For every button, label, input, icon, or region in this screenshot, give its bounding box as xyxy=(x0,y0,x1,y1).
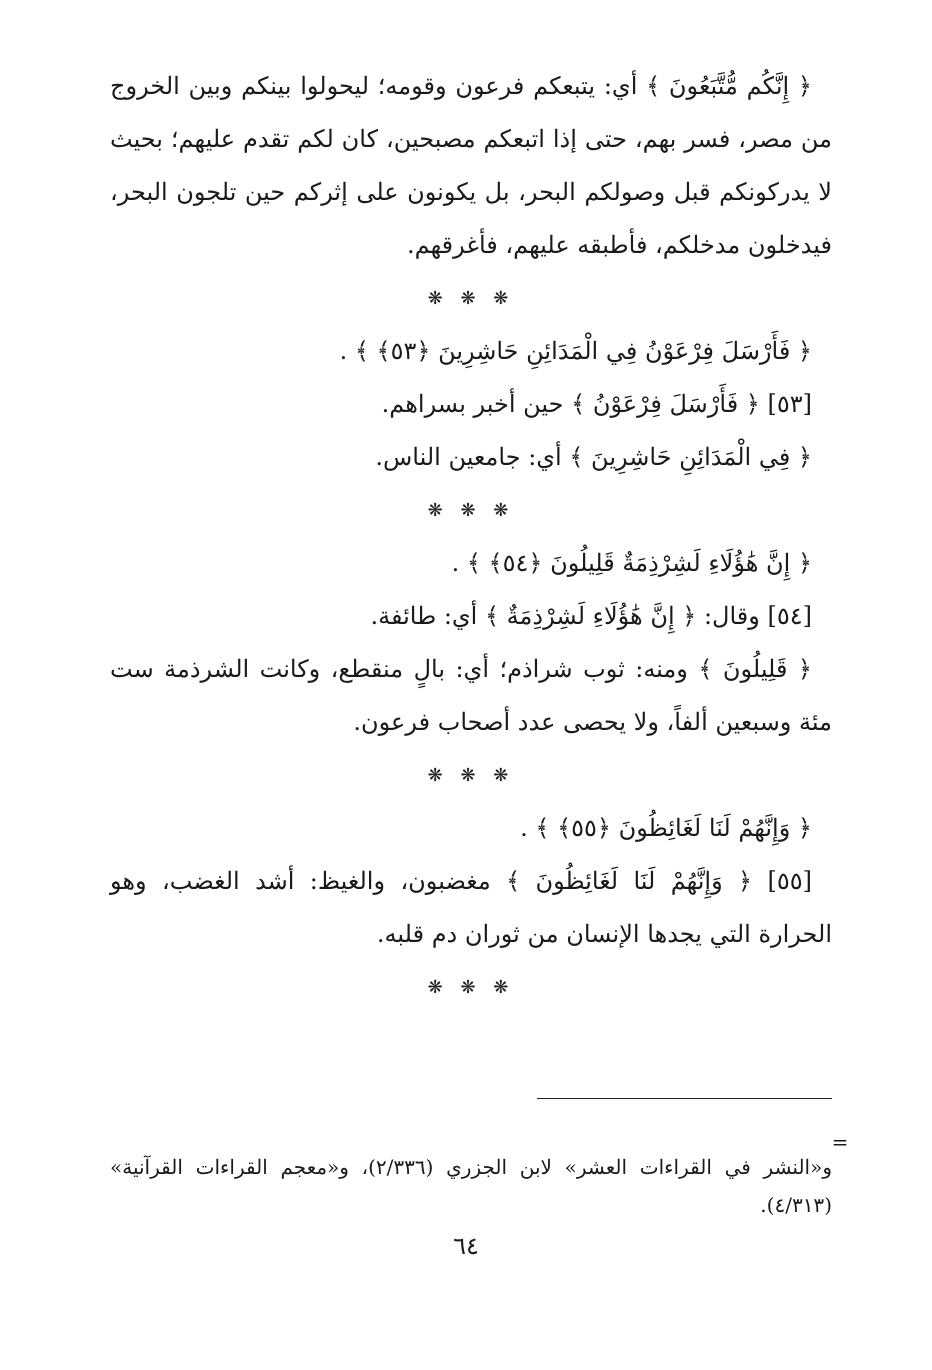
tafsir-53-a: [٥٣] ﴿ فَأَرْسَلَ فِرْعَوْنُ ﴾ حين أخبر بسراهم. xyxy=(381,390,812,418)
paragraph-verse-52-commentary: ﴿ إِنَّكُم مُّتَّبَعُونَ ﴾ أي: يتبعكم فرعون وقومه؛ ليحولوا بينكم وبين الخروج من مصر، فسر بهم، حتى إذا اتبعكم مصبحين، كان لكم تقدم عليهم؛ بحيث لا يدركونكم قبل وصولكم البحر، بل يكونون على إثركم حين تلجون البحر، فيدخلون مدخلكم، فأطبقه عليهم، فأغرقهم. xyxy=(110,72,832,259)
ayah-55: ﴿ وَإِنَّهُمْ لَنَا لَغَائِظُونَ ﴿٥٥﴾ ﴾ . xyxy=(520,814,812,842)
ayah-53: ﴿ فَأَرْسَلَ فِرْعَوْنُ فِي الْمَدَائِنِ حَاشِرِينَ ﴿٥٣﴾ ﴾ . xyxy=(339,337,812,365)
page-number: ٦٤ xyxy=(453,1232,479,1260)
section-separator: ❋ ❋ ❋ xyxy=(427,765,515,786)
ayah-54: ﴿ إِنَّ هَٰؤُلَاءِ لَشِرْذِمَةٌ قَلِيلُونَ ﴿٥٤﴾ ﴾ . xyxy=(451,549,812,577)
footnote-text: و«النشر في القراءات العشر» لابن الجزري (٢/٣٣٦)، و«معجم القراءات القرآنية» (٤/٣١٣). xyxy=(110,1155,832,1217)
tafsir-54-b: ﴿ قَلِيلُونَ ﴾ ومنه: ثوب شراذم؛ أي: بالٍ منقطع، وكانت الشرذمة ست مئة وسبعين ألفاً، ولا يحصى عدد أصحاب فرعون. xyxy=(110,655,832,736)
section-separator: ❋ ❋ ❋ xyxy=(427,977,515,998)
section-separator: ❋ ❋ ❋ xyxy=(427,288,515,309)
section-separator: ❋ ❋ ❋ xyxy=(427,500,515,521)
tafsir-55: [٥٥] ﴿ وَإِنَّهُمْ لَنَا لَغَائِظُونَ ﴾ مغضبون، والغيظ: أشد الغضب، وهو الحرارة التي يجدها الإنسان من ثوران دم قلبه. xyxy=(110,867,832,948)
main-text xyxy=(110,60,832,1014)
tafsir-54-a: [٥٤] وقال: ﴿ إِنَّ هَٰؤُلَاءِ لَشِرْذِمَةٌ ﴾ أي: طائفة. xyxy=(370,602,812,630)
footnote-continuation-marker: = xyxy=(831,1130,849,1154)
footnote-divider xyxy=(537,1098,832,1099)
tafsir-53-b: ﴿ فِي الْمَدَائِنِ حَاشِرِينَ ﴾ أي: جامعين الناس. xyxy=(375,443,812,471)
